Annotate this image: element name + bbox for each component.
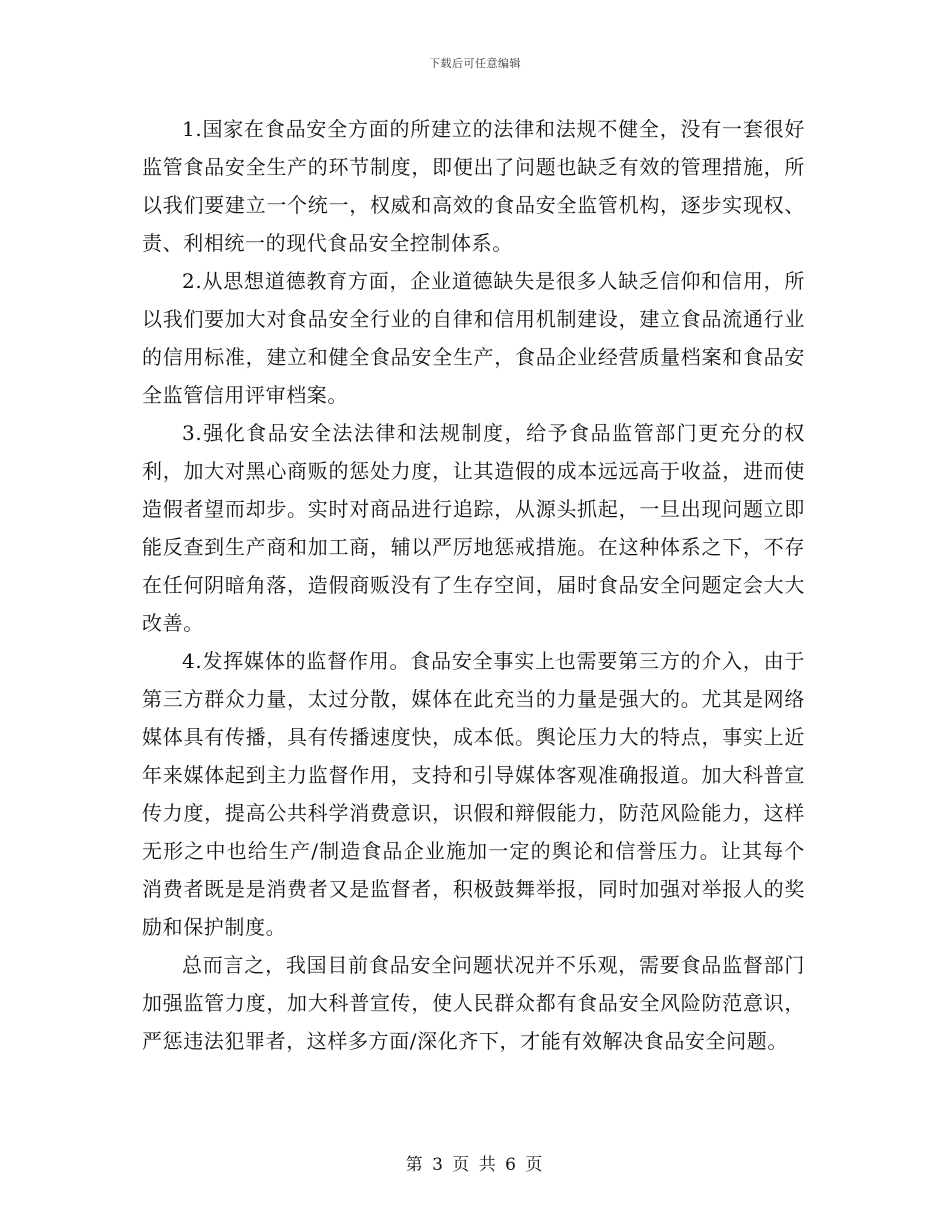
paragraph-2: 2.从思想道德教育方面，企业道德缺失是很多人缺乏信仰和信用，所以我们要加大对食品安全行业的自律和信用机制建设，建立食品流通行业的信用标准，建立和健全食品安全生产，食品企业经营质量档案和食品安全监管信用评审档案。 [142, 269, 805, 407]
paragraph-4: 4.发挥媒体的监督作用。食品安全事实上也需要第三方的介入，由于第三方群众力量，太过分散，媒体在此充当的力量是强大的。尤其是网络媒体具有传播，具有传播速度快，成本低。舆论压力大的特点，事实上近年来媒体起到主力监督作用，支持和引导媒体客观准确报道。加大科普宣传力度，提高公共科学消费意识，识假和辩假能力，防范风险能力，这样无形之中也给生产/制造食品企业施加一定的舆论和信誉压力。让其每个消费者既是是消费者又是监督者，积极鼓舞举报，同时加强对举报人的奖励和保护制度。 [142, 649, 805, 939]
document-body [142, 110, 805, 1060]
page-number: 第 3 页 共 6 页 [405, 1155, 545, 1175]
paragraph-3: 3.强化食品安全法法律和法规制度，给予食品监管部门更充分的权利，加大对黑心商贩的惩处力度，让其造假的成本远远高于收益，进而使造假者望而却步。实时对商品进行追踪，从源头抓起，一旦出现问题立即能反查到生产商和加工商，辅以严厉地惩戒措施。在这种体系之下，不存在任何阴暗角落，造假商贩没有了生存空间，届时食品安全问题定会大大改善。 [142, 421, 805, 635]
page-header-note: 下载后可任意编辑 [429, 57, 521, 70]
paragraph-conclusion: 总而言之，我国目前食品安全问题状况并不乐观，需要食品监督部门加强监管力度，加大科普宣传，使人民群众都有食品安全风险防范意识，严惩违法犯罪者，这样多方面/深化齐下，才能有效解决食品安全问题。 [142, 953, 805, 1053]
paragraph-1: 1.国家在食品安全方面的所建立的法律和法规不健全，没有一套很好监管食品安全生产的环节制度，即便出了问题也缺乏有效的管理措施，所以我们要建立一个统一，权威和高效的食品安全监管机构，逐步实现权、责、利相统一的现代食品安全控制体系。 [142, 117, 805, 255]
